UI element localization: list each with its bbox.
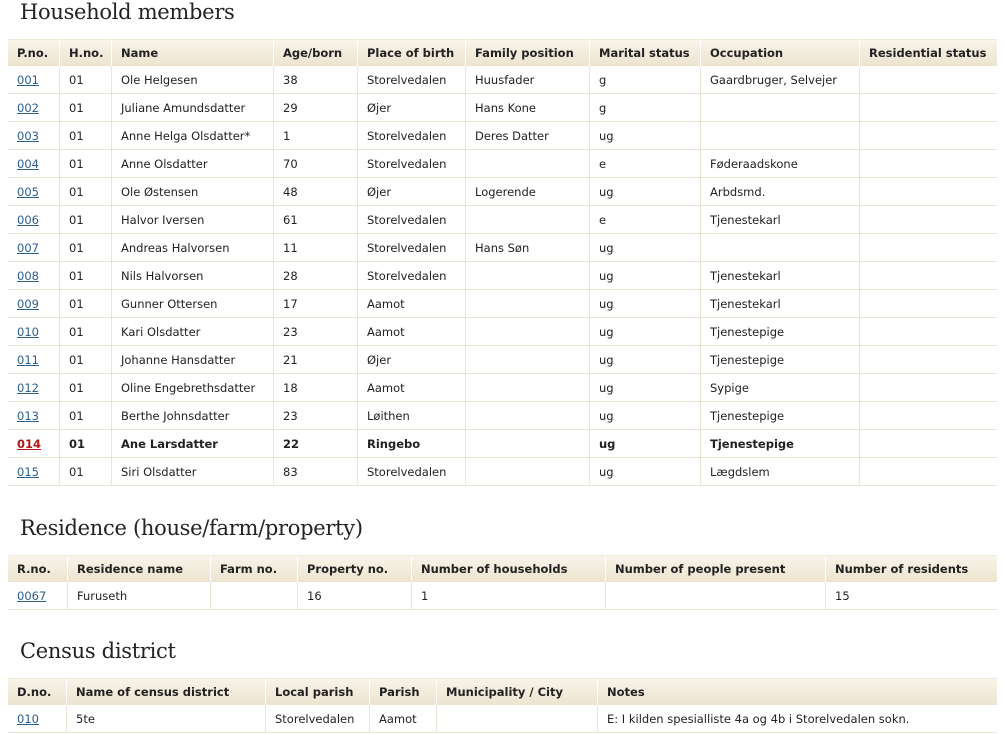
cell-occupation: Tjenestekarl [701,290,860,318]
cell-person-no [8,430,60,458]
cell-place-of-birth: Storelvedalen [358,122,466,150]
cell-occupation: Tjenestepige [701,346,860,374]
person-no-link[interactable]: 009 [17,296,39,311]
cell-occupation: Lægdslem [701,458,860,486]
cell-place-of-birth: Aamot [358,374,466,402]
cell-marital-status: ug [590,122,701,150]
cell-name: Nils Halvorsen [112,262,274,290]
column-header-occupation: Occupation [701,39,860,66]
cell-number-of-residents: 15 [826,582,997,610]
cell-person-no [8,206,60,234]
cell-name: Ole Helgesen [112,66,274,94]
cell-residential-status [860,122,997,150]
cell-marital-status: ug [590,178,701,206]
household-members-title: Household members [20,0,235,24]
cell-occupation: Gaardbruger, Selvejer [701,66,860,94]
table-row [8,582,997,610]
cell-household-no: 01 [60,206,112,234]
column-header-number-of-residents: Number of residents [826,555,997,582]
cell-name: Gunner Ottersen [112,290,274,318]
cell-place-of-birth: Storelvedalen [358,66,466,94]
cell-age-born: 70 [274,150,358,178]
cell-person-no [8,66,60,94]
column-header-parish: Parish [370,678,437,705]
person-no-link[interactable]: 012 [17,380,39,395]
person-no-link[interactable]: 006 [17,212,39,227]
cell-age-born: 21 [274,346,358,374]
cell-residential-status [860,234,997,262]
person-no-link[interactable]: 015 [17,464,39,479]
cell-marital-status: g [590,94,701,122]
cell-occupation: Tjenestekarl [701,262,860,290]
person-no-link[interactable]: 011 [17,352,39,367]
column-header-property-no: Property no. [298,555,412,582]
cell-place-of-birth: Øjer [358,346,466,374]
cell-number-of-households: 1 [412,582,606,610]
cell-place-of-birth: Aamot [358,318,466,346]
cell-place-of-birth: Storelvedalen [358,206,466,234]
residence-no-link[interactable]: 0067 [17,588,47,603]
person-no-link[interactable]: 014 [17,436,42,451]
cell-marital-status: ug [590,234,701,262]
cell-household-no: 01 [60,66,112,94]
residence-table [8,555,997,610]
cell-age-born: 23 [274,402,358,430]
cell-person-no [8,346,60,374]
cell-age-born: 28 [274,262,358,290]
cell-marital-status: ug [590,290,701,318]
cell-marital-status: ug [590,346,701,374]
household-members-table [8,39,997,486]
cell-person-no [8,94,60,122]
cell-occupation [701,234,860,262]
census-district-title: Census district [20,639,176,663]
cell-place-of-birth: Storelvedalen [358,262,466,290]
cell-name: Siri Olsdatter [112,458,274,486]
column-header-name: Name [112,39,274,66]
cell-household-no: 01 [60,178,112,206]
cell-residential-status [860,206,997,234]
person-no-link[interactable]: 013 [17,408,39,423]
cell-family-position [466,262,590,290]
cell-age-born: 38 [274,66,358,94]
cell-marital-status: ug [590,262,701,290]
column-header-farm-no: Farm no. [211,555,298,582]
person-no-link[interactable]: 002 [17,100,39,115]
cell-name: Oline Engebrethsdatter [112,374,274,402]
column-header-residence-name: Residence name [68,555,211,582]
person-no-link[interactable]: 005 [17,184,39,199]
cell-age-born: 17 [274,290,358,318]
cell-name: Berthe Johnsdatter [112,402,274,430]
census-district-table [8,678,997,733]
column-header-person-no: P.no. [8,39,60,66]
cell-person-no [8,234,60,262]
column-header-number-of-people-present: Number of people present [606,555,826,582]
cell-place-of-birth: Øjer [358,178,466,206]
cell-person-no [8,374,60,402]
cell-residential-status [860,66,997,94]
table-header-row [8,39,997,66]
cell-household-no: 01 [60,150,112,178]
cell-name: Andreas Halvorsen [112,234,274,262]
cell-occupation [701,122,860,150]
cell-notes: E: I kilden spesialliste 4a og 4b i Storelvedalen sokn. [598,705,997,733]
cell-person-no [8,290,60,318]
cell-residential-status [860,94,997,122]
residence-title: Residence (house/farm/property) [20,516,363,540]
cell-number-of-people-present [606,582,826,610]
cell-age-born: 11 [274,234,358,262]
cell-family-position [466,402,590,430]
cell-household-no: 01 [60,290,112,318]
column-header-place-of-birth: Place of birth [358,39,466,66]
cell-age-born: 23 [274,318,358,346]
cell-household-no: 01 [60,234,112,262]
cell-name: Johanne Hansdatter [112,346,274,374]
cell-person-no [8,122,60,150]
cell-marital-status: e [590,206,701,234]
cell-residential-status [860,402,997,430]
cell-person-no [8,150,60,178]
cell-residential-status [860,318,997,346]
cell-household-no: 01 [60,346,112,374]
person-no-link[interactable]: 001 [17,72,39,87]
cell-residence-name: Furuseth [68,582,211,610]
cell-place-of-birth: Storelvedalen [358,458,466,486]
cell-person-no [8,178,60,206]
table-row [8,262,997,290]
district-no-link[interactable]: 010 [17,711,39,726]
cell-family-position [466,430,590,458]
person-no-link[interactable]: 007 [17,240,39,255]
cell-household-no: 01 [60,262,112,290]
column-header-household-no: H.no. [60,39,112,66]
cell-place-of-birth: Løithen [358,402,466,430]
column-header-number-of-households: Number of households [412,555,606,582]
cell-age-born: 18 [274,374,358,402]
cell-name: Anne Helga Olsdatter* [112,122,274,150]
cell-occupation [701,94,860,122]
cell-name: Halvor Iversen [112,206,274,234]
table-header-row [8,678,997,705]
table-row [8,150,997,178]
cell-age-born: 22 [274,430,358,458]
table-header-row [8,555,997,582]
cell-occupation: Tjenestepige [701,318,860,346]
cell-name: Kari Olsdatter [112,318,274,346]
column-header-residence-no: R.no. [8,555,68,582]
cell-residential-status [860,374,997,402]
table-row [8,178,997,206]
column-header-census-district-name: Name of census district [67,678,266,705]
cell-occupation: Tjenestepige [701,402,860,430]
cell-place-of-birth: Øjer [358,94,466,122]
table-row [8,318,997,346]
table-row [8,374,997,402]
cell-age-born: 1 [274,122,358,150]
cell-residential-status [860,290,997,318]
cell-marital-status: ug [590,318,701,346]
column-header-notes: Notes [598,678,997,705]
cell-name: Ole Østensen [112,178,274,206]
cell-marital-status: ug [590,402,701,430]
cell-place-of-birth: Aamot [358,290,466,318]
cell-occupation: Tjenestepige [701,430,860,458]
cell-name: Anne Olsdatter [112,150,274,178]
cell-family-position: Logerende [466,178,590,206]
cell-family-position [466,346,590,374]
cell-family-position [466,318,590,346]
cell-family-position [466,290,590,318]
cell-person-no [8,402,60,430]
table-row [8,402,997,430]
cell-marital-status: ug [590,374,701,402]
cell-residential-status [860,178,997,206]
cell-residential-status [860,262,997,290]
cell-place-of-birth: Storelvedalen [358,150,466,178]
cell-residential-status [860,150,997,178]
table-row [8,122,997,150]
cell-family-position: Huusfader [466,66,590,94]
column-header-residential-status: Residential status [860,39,997,66]
cell-household-no: 01 [60,318,112,346]
cell-occupation: Arbdsmd. [701,178,860,206]
person-no-link[interactable]: 010 [17,324,39,339]
cell-farm-no [211,582,298,610]
table-row [8,206,997,234]
column-header-local-parish: Local parish [266,678,370,705]
cell-household-no: 01 [60,122,112,150]
cell-household-no: 01 [60,458,112,486]
table-row [8,94,997,122]
cell-family-position [466,458,590,486]
table-row [8,290,997,318]
cell-person-no [8,458,60,486]
table-row [8,430,997,458]
cell-district-no [8,705,67,733]
column-header-age-born: Age/born [274,39,358,66]
cell-marital-status: ug [590,458,701,486]
cell-residence-no [8,582,68,610]
column-header-family-position: Family position [466,39,590,66]
cell-occupation: Føderaadskone [701,150,860,178]
cell-local-parish: Storelvedalen [266,705,370,733]
cell-family-position: Hans Søn [466,234,590,262]
cell-place-of-birth: Storelvedalen [358,234,466,262]
cell-occupation: Sypige [701,374,860,402]
cell-municipality [437,705,598,733]
cell-family-position: Deres Datter [466,122,590,150]
person-no-link[interactable]: 008 [17,268,39,283]
cell-name: Juliane Amundsdatter [112,94,274,122]
table-row [8,346,997,374]
cell-parish: Aamot [370,705,437,733]
cell-residential-status [860,458,997,486]
cell-household-no: 01 [60,402,112,430]
cell-occupation: Tjenestekarl [701,206,860,234]
cell-family-position [466,206,590,234]
cell-census-district-name: 5te [67,705,266,733]
cell-family-position [466,374,590,402]
column-header-municipality: Municipality / City [437,678,598,705]
person-no-link[interactable]: 003 [17,128,39,143]
cell-marital-status: g [590,66,701,94]
cell-age-born: 48 [274,178,358,206]
cell-household-no: 01 [60,374,112,402]
table-row [8,458,997,486]
table-row [8,66,997,94]
cell-household-no: 01 [60,430,112,458]
cell-residential-status [860,430,997,458]
cell-place-of-birth: Ringebo [358,430,466,458]
cell-property-no: 16 [298,582,412,610]
cell-marital-status: e [590,150,701,178]
cell-marital-status: ug [590,430,701,458]
person-no-link[interactable]: 004 [17,156,39,171]
column-header-marital-status: Marital status [590,39,701,66]
cell-name: Ane Larsdatter [112,430,274,458]
cell-family-position [466,150,590,178]
cell-age-born: 29 [274,94,358,122]
cell-age-born: 61 [274,206,358,234]
cell-family-position: Hans Kone [466,94,590,122]
cell-age-born: 83 [274,458,358,486]
table-row [8,705,997,733]
cell-household-no: 01 [60,94,112,122]
cell-person-no [8,318,60,346]
cell-residential-status [860,346,997,374]
cell-person-no [8,262,60,290]
column-header-district-no: D.no. [8,678,67,705]
table-row [8,234,997,262]
